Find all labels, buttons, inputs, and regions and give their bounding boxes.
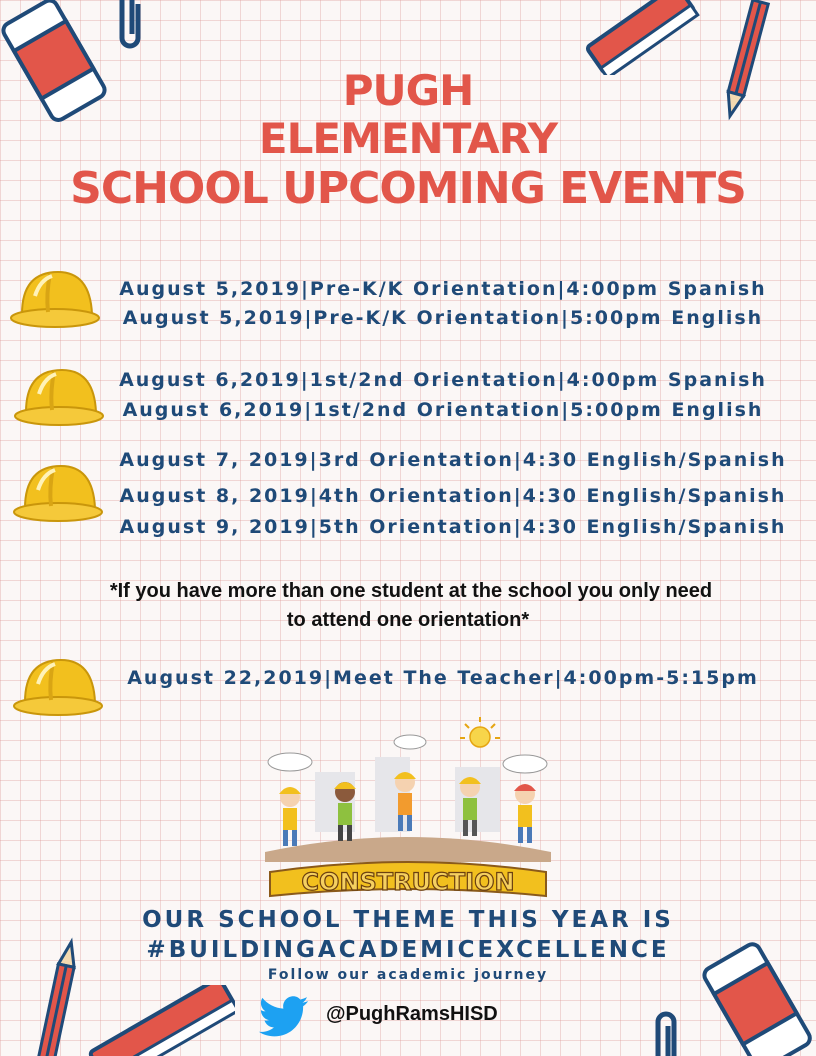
construction-kids-illustration — [255, 712, 561, 902]
paperclip-icon — [110, 0, 160, 50]
orientation-note-line1: *If you have more than one student at the school you only need — [109, 580, 713, 602]
construction-banner-text: CONSTRUCTION — [301, 868, 515, 896]
twitter-handle[interactable]: @PughRamsHISD — [326, 1003, 498, 1025]
orientation-note-line2: to attend one orientation* — [286, 609, 530, 631]
book-icon — [580, 0, 700, 75]
event-item: August 5,2019|Pre-K/K Orientation|5:00pm English — [122, 307, 764, 329]
page-title-line1: PUGH — [342, 66, 474, 115]
follow-text: Follow our academic journey — [267, 967, 549, 983]
book-icon — [85, 985, 235, 1056]
twitter-bird-icon[interactable] — [258, 996, 310, 1038]
event-item: August 22,2019|Meet The Teacher|4:00pm-5:15pm — [127, 667, 759, 689]
event-item: August 8, 2019|4th Orientation|4:30 English/Spanish — [119, 485, 787, 507]
event-item: August 7, 2019|3rd Orientation|4:30 English/Spanish — [119, 449, 787, 471]
page-title-line2: ELEMENTARY — [258, 114, 558, 163]
paperclip-icon — [648, 1010, 698, 1056]
event-item: August 6,2019|1st/2nd Orientation|5:00pm English — [122, 399, 764, 421]
event-item: August 6,2019|1st/2nd Orientation|4:00pm Spanish — [119, 369, 767, 391]
page-title-line3: SCHOOL UPCOMING EVENTS — [70, 163, 746, 214]
theme-hashtag: #BUILDINGACADEMICEXCELLENCE — [146, 937, 670, 963]
event-item: August 5,2019|Pre-K/K Orientation|4:00pm Spanish — [119, 278, 767, 300]
theme-line1: OUR SCHOOL THEME THIS YEAR IS — [142, 907, 674, 933]
event-item: August 9, 2019|5th Orientation|4:30 English/Spanish — [119, 516, 787, 538]
